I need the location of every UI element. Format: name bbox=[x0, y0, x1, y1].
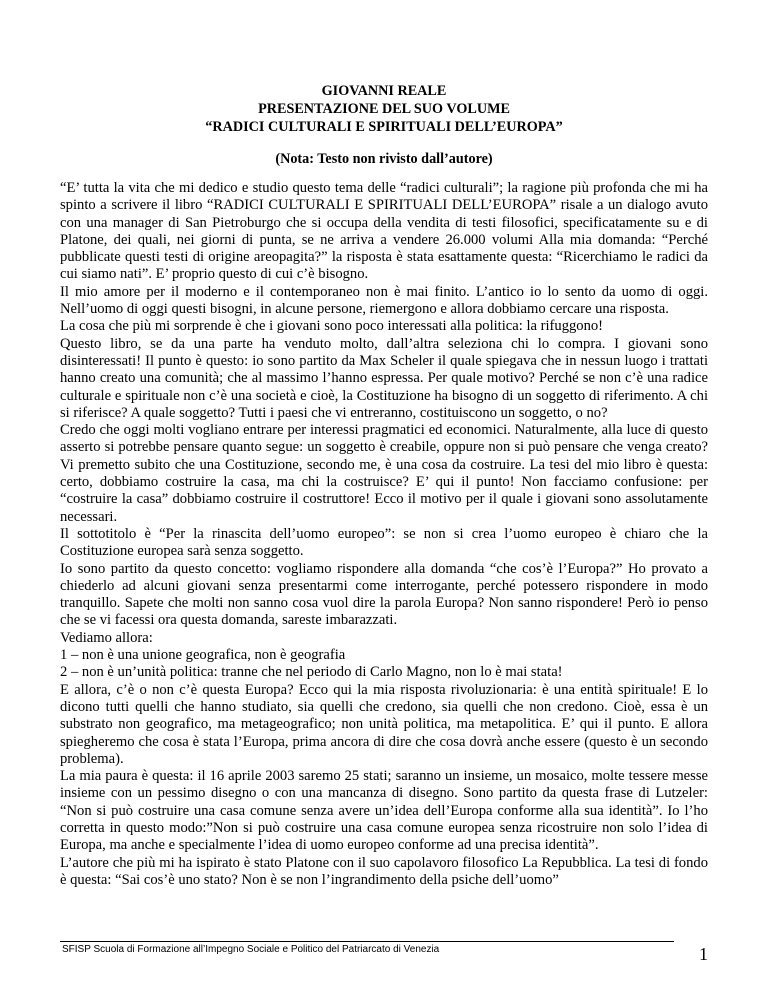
paragraph: L’autore che più mi ha ispirato è stato Platone con il suo capolavoro filosofico La Repubblica. La tesi di fondo è questa: “Sai cos’è uno stato? Non è se non l’ingrandimento della psiche dell’uomo” bbox=[60, 854, 708, 888]
list-item: 2 – non è un’unità politica: tranne che nel periodo di Carlo Magno, non lo è mai stata! bbox=[60, 664, 563, 681]
footer-divider bbox=[60, 941, 674, 942]
document-body bbox=[60, 180, 708, 889]
author-heading: GIOVANNI REALE bbox=[321, 83, 447, 99]
list-item: 1 – non è una unione geografica, non è geografia bbox=[60, 647, 346, 664]
paragraph: Credo che oggi molti vogliano entrare per interessi pragmatici ed economici. Naturalmente, alla luce di questo asserto si potrebbe pensare quanto segue: un soggetto è creabile, oppure non si può pensare che venga creato? Vi premetto subito che una Costituzione, secondo me, è una cosa da costruire. La tesi del mio libro è questa: certo, dobbiamo costruire la casa, ma chi la costruisce? E’ qui il punto! Non facciamo confusione: per “costruire la casa” dobbiamo costruire il costruttore! Ecco il motivo per il quale i giovani sono assolutamente necessari. bbox=[60, 422, 708, 525]
page-number: 1 bbox=[699, 944, 708, 964]
editorial-note: (Nota: Testo non rivisto dall’autore) bbox=[275, 151, 493, 167]
book-title-heading: “RADICI CULTURALI E SPIRITUALI DELL’EUROPA” bbox=[205, 119, 563, 135]
paragraph: E allora, c’è o non c’è questa Europa? Ecco qui la mia risposta rivoluzionaria: è una entità spirituale! E lo dicono tutti quelli che hanno studiato, sia quelli che credono, sia quelli che non credono. Cioè, essa è un substrato non geografico, ma metageografico; non unità politica, ma metapolitica. E’ qui il punto. E allora spiegheremo che cosa è stata l’Europa, prima ancora di dire che cosa dovrà anche essere (questo è un secondo problema). bbox=[60, 681, 708, 767]
paragraph: La mia paura è questa: il 16 aprile 2003 saremo 25 stati; saranno un insieme, un mosaico, molte tessere messe insieme con un pessimo disegno o con una mancanza di disegno. Sono partito da questa frase di Lutzeler: “Non si può costruire una casa comune senza avere un’idea dell’Europa conforme alla sua identità”. Io l’ho corretta in questo modo:”Non si può costruire una casa comune europea senza ricostruire non solo l’idea di Europa, ma anche e specialmente l’idea di uomo europeo conforme ad una precisa identità”. bbox=[60, 768, 708, 854]
paragraph: Il mio amore per il moderno e il contemporaneo non è mai finito. L’antico io lo sento da uomo di oggi. Nell’uomo di oggi questi bisogni, in alcune persone, riemergono e allora dobbiamo cercare una risposta. bbox=[60, 283, 708, 318]
paragraph: “E’ tutta la vita che mi dedico e studio questo tema delle “radici culturali”; la ragione più profonda che mi ha spinto a scrivere il libro “RADICI CULTURALI E SPIRITUALI DELL’EUROPA” risale a un dialogo avuto con una manager di San Pietroburgo che si occupa della vendita di testi filosofici, specificatamente su e di Platone, dei quali, nei giorni di punta, se ne arriva a vendere 26.000 volumi Alla mia domanda: “Perché pubblicate questi testi di origine areopagita?” la risposta è stata esattamente questa: “Ricerchiamo le radici da cui siamo nati”. E’ proprio questo di cui c’è bisogno. bbox=[60, 180, 708, 283]
paragraph: Io sono partito da questo concetto: vogliamo rispondere alla domanda “che cos’è l’Europa?” Ho provato a chiederlo ad alcuni giovani senza presentarmi come interrogante, perché potessero rispondere in modo tranquillo. Sapete che molti non sanno cosa vuol dire la parola Europa? Non sanno rispondere! Però io penso che se vi facessi ora questa domanda, sareste imbarazzati. bbox=[60, 560, 708, 629]
paragraph: Vediamo allora: bbox=[60, 629, 153, 646]
footer-text: SFISP Scuola di Formazione all’Impegno Sociale e Politico del Patriarcato di Venezia bbox=[62, 944, 440, 955]
presentation-heading: PRESENTAZIONE DEL SUO VOLUME bbox=[258, 101, 510, 117]
paragraph: La cosa che più mi sorprende è che i giovani sono poco interessati alla politica: la rifuggono! bbox=[60, 318, 604, 335]
paragraph: Il sottotitolo è “Per la rinascita dell’uomo europeo”: se non si crea l’uomo europeo è chiaro che la Costituzione europea sarà senza soggetto. bbox=[60, 525, 708, 560]
paragraph: Questo libro, se da una parte ha venduto molto, dall’altra seleziona chi lo compra. I giovani sono disinteressati! Il punto è questo: io sono partito da Max Scheler il quale spiegava che in nessun luogo i trattati hanno creato una comunità; che al massimo l’hanno espressa. Per quale motivo? Perché se non c’è una radice culturale e spirituale non c’è una società e cioè, la Costituzione ha bisogno di un soggetto di riferimento. A chi si riferisce? A quale soggetto? Tutti i paesi che vi entreranno, costituiscono un soggetto, o no? bbox=[60, 335, 708, 421]
